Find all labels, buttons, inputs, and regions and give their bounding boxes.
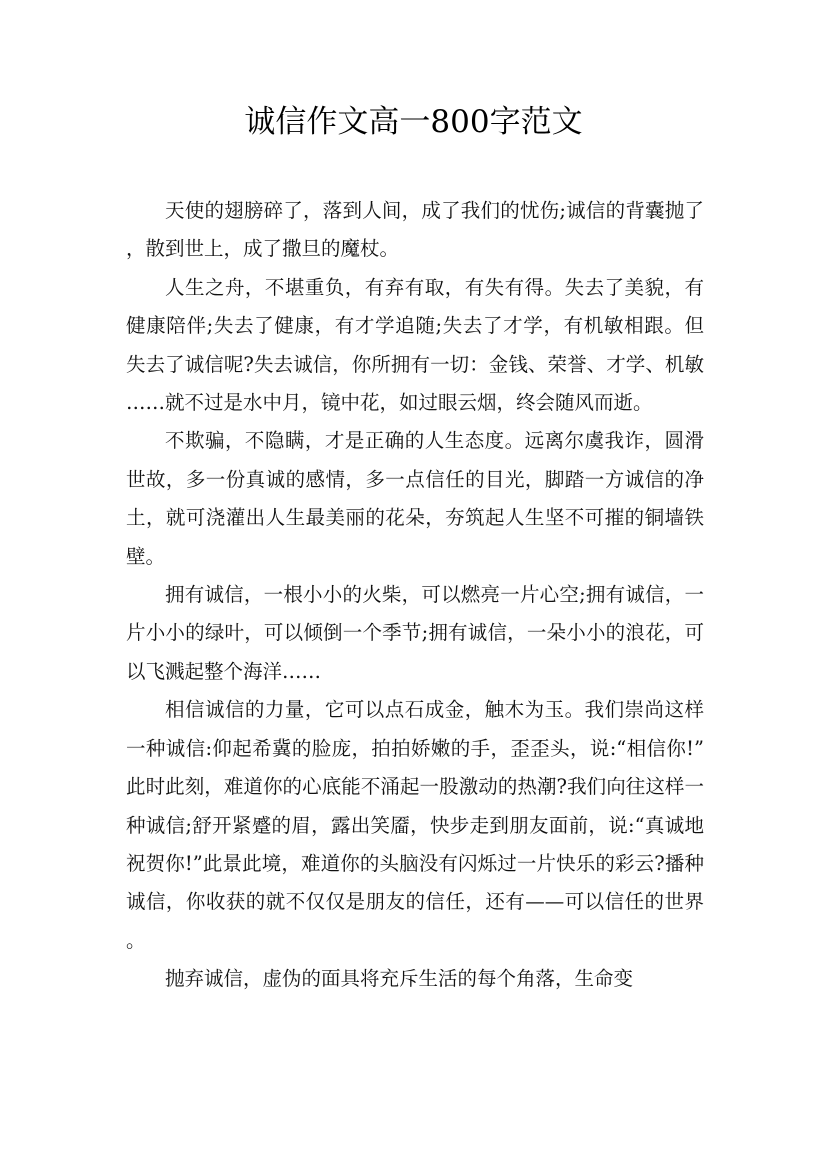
paragraph-3: 不欺骗，不隐瞒，才是正确的人生态度。远离尔虞我诈，圆滑世故，多一份真诚的感情，多一点信任的目光，脚踏一方诚信的净土，就可浇灌出人生最美丽的花朵，夯筑起人生坚不可摧的铜墙铁壁。	[126, 429, 704, 568]
paragraph-5: 相信诚信的力量，它可以点石成金，触木为玉。我们崇尚这样一种诚信:仰起希冀的脸庞，拍拍娇嫩的手，歪歪头，说:“相信你!”此时此刻，难道你的心底能不涌起一股激动的热潮?我们向往这样一种诚信;舒开紧蹙的眉，露出笑靥，快步走到朋友面前，说:“真诚地祝贺你!”此景此境，难道你的头脑没有闪烁过一片快乐的彩云?播种诚信，你收获的就不仅仅是朋友的信任，还有——可以信任的世界。	[126, 698, 704, 952]
paragraph-2: 人生之舟，不堪重负，有弃有取，有失有得。失去了美貌，有健康陪伴;失去了健康，有才学追随;失去了才学，有机敏相跟。但失去了诚信呢?失去诚信，你所拥有一切：金钱、荣誉、才学、机敏……就不过是水中月，镜中花，如过眼云烟，终会随风而逝。	[126, 275, 704, 415]
paragraph-6: 抛弃诚信，虚伪的面具将充斥生活的每个角落，生命变	[165, 967, 634, 991]
paragraph-1: 天使的翅膀碎了，落到人间，成了我们的忧伤;诚信的背囊抛了，散到世上，成了撒旦的魔杖。	[126, 199, 704, 261]
document-body	[126, 192, 704, 999]
paragraph-4: 拥有诚信，一根小小的火柴，可以燃亮一片心空;拥有诚信，一片小小的绿叶，可以倾倒一个季节;拥有诚信，一朵小小的浪花，可以飞溅起整个海洋……	[126, 583, 704, 683]
document-title: 诚信作文高一800字范文	[244, 104, 583, 140]
